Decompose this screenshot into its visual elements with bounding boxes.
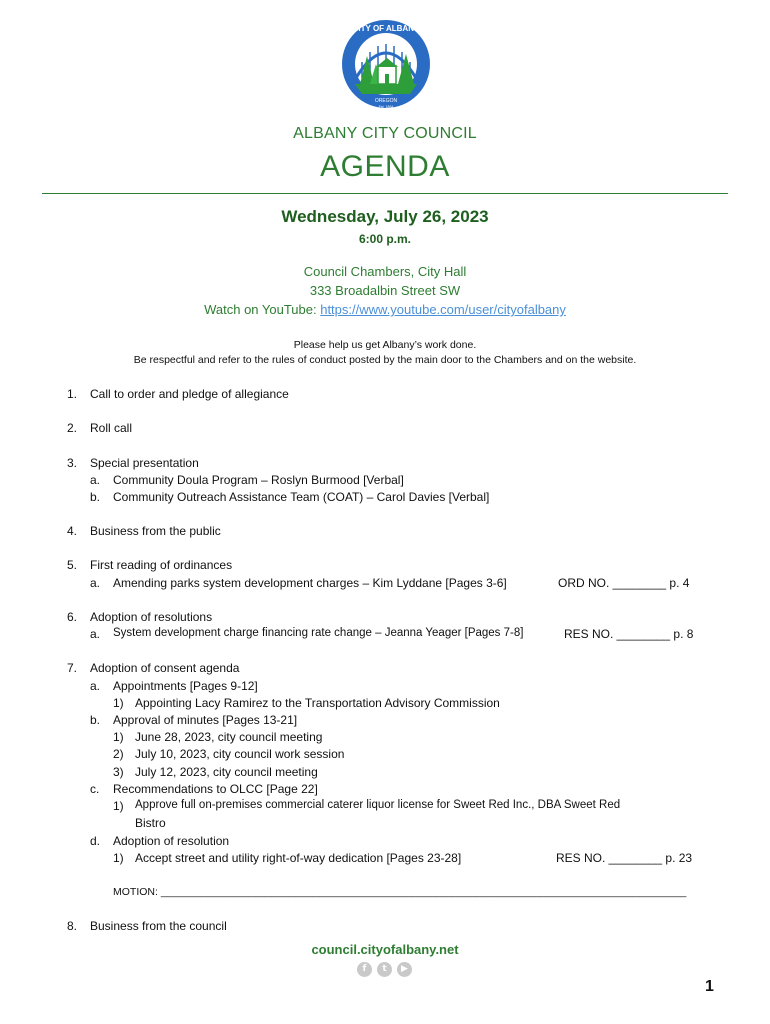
sub-sub-text: July 12, 2023, city council meeting [135, 765, 318, 779]
page-number: 1 [705, 978, 714, 995]
sub-text: Community Doula Program – Roslyn Burmood [Verbal] [113, 473, 404, 487]
sub-text: Adoption of resolution [113, 834, 230, 848]
sub-letter: a. [90, 473, 101, 487]
youtube-line [0, 302, 770, 317]
item-number: 6. [67, 610, 78, 624]
location-venue: Council Chambers, City Hall [303, 264, 467, 279]
resolution-number-ref: RES NO. ________ p. 23 [556, 851, 693, 865]
youtube-icon[interactable]: ▶ [397, 962, 412, 977]
item-text: Adoption of resolutions [90, 610, 213, 624]
twitter-icon[interactable]: t [377, 962, 392, 977]
resolution-number-ref: RES NO. ________ p. 8 [564, 627, 694, 641]
sub-sub-text: Accept street and utility right-of-way dedication [Pages 23-28] [135, 851, 462, 865]
item-text: First reading of ordinances [90, 558, 233, 572]
council-title: ALBANY CITY COUNCIL [293, 125, 477, 142]
header-divider [42, 193, 728, 194]
item-text: Business from the council [90, 919, 227, 933]
seal-bottom-text: OREGON [374, 98, 398, 104]
city-of-albany-seal [340, 18, 432, 122]
seal-top-text: CITY OF ALBANY [352, 24, 420, 33]
sub-sub-text: July 10, 2023, city council work session [135, 747, 345, 761]
sub-sub-number: 1) [113, 696, 124, 710]
sub-text: Amending parks system development charges – Kim Lyddane [Pages 3-6] [113, 576, 507, 590]
ordinance-number-ref: ORD NO. ________ p. 4 [558, 576, 690, 590]
sub-letter: c. [90, 782, 100, 796]
sub-sub-number: 3) [113, 765, 124, 779]
youtube-link[interactable]: https://www.youtube.com/user/cityofalbany [320, 302, 566, 317]
youtube-prefix: Watch on YouTube: [204, 302, 321, 317]
item-number: 5. [67, 558, 78, 572]
sub-text: Recommendations to OLCC [Page 22] [113, 782, 318, 796]
seal-year-text: Est. 1864 [378, 105, 394, 109]
facebook-icon[interactable]: f [357, 962, 372, 977]
sub-text: Approval of minutes [Pages 13-21] [113, 713, 298, 727]
sub-text: Community Outreach Assistance Team (COAT) – Carol Davies [Verbal] [113, 490, 490, 504]
item-number: 2. [67, 421, 78, 435]
sub-text: Appointments [Pages 9-12] [113, 679, 258, 693]
item-number: 1. [67, 387, 78, 401]
sub-letter: d. [90, 834, 101, 848]
sub-sub-number: 2) [113, 747, 124, 761]
location-address: 333 Broadalbin Street SW [309, 283, 461, 298]
sub-text: System development charge financing rate change – Jeanna Yeager [Pages 7-8] [113, 627, 524, 639]
item-number: 3. [67, 456, 78, 470]
sub-sub-text: Approve full on-premises commercial caterer liquor license for Sweet Red Inc., DBA Sweet Red [135, 799, 621, 811]
item-text: Call to order and pledge of allegiance [90, 387, 289, 401]
item-text: Roll call [90, 421, 133, 435]
sub-letter: a. [90, 627, 101, 641]
item-text: Special presentation [90, 456, 199, 470]
conduct-note-1: Please help us get Albany’s work done. [293, 339, 477, 351]
motion-text: MOTION: __________________________________________________________________________________________ [113, 886, 687, 898]
item-number: 7. [67, 661, 78, 675]
sub-letter: b. [90, 490, 101, 504]
sub-sub-number: 1) [113, 851, 124, 865]
sub-sub-text-continued: Bistro [135, 816, 166, 830]
sub-sub-text: Appointing Lacy Ramirez to the Transportation Advisory Commission [135, 696, 500, 710]
item-text: Business from the public [90, 524, 221, 538]
sub-sub-number: 1) [113, 730, 124, 744]
sub-sub-text: June 28, 2023, city council meeting [135, 730, 323, 744]
sub-letter: b. [90, 713, 101, 727]
meeting-time: 6:00 p.m. [358, 232, 412, 246]
sub-letter: a. [90, 576, 101, 590]
footer-website-link[interactable]: council.cityofalbany.net [311, 942, 459, 957]
item-text: Adoption of consent agenda [90, 661, 240, 675]
item-number: 4. [67, 524, 78, 538]
conduct-note-2: Be respectful and refer to the rules of conduct posted by the main door to the Chambers and on the website. [133, 354, 637, 366]
sub-sub-number: 1) [113, 799, 124, 813]
sub-letter: a. [90, 679, 101, 693]
meeting-date: Wednesday, July 26, 2023 [281, 207, 489, 226]
item-number: 8. [67, 919, 78, 933]
agenda-title: AGENDA [320, 150, 450, 183]
